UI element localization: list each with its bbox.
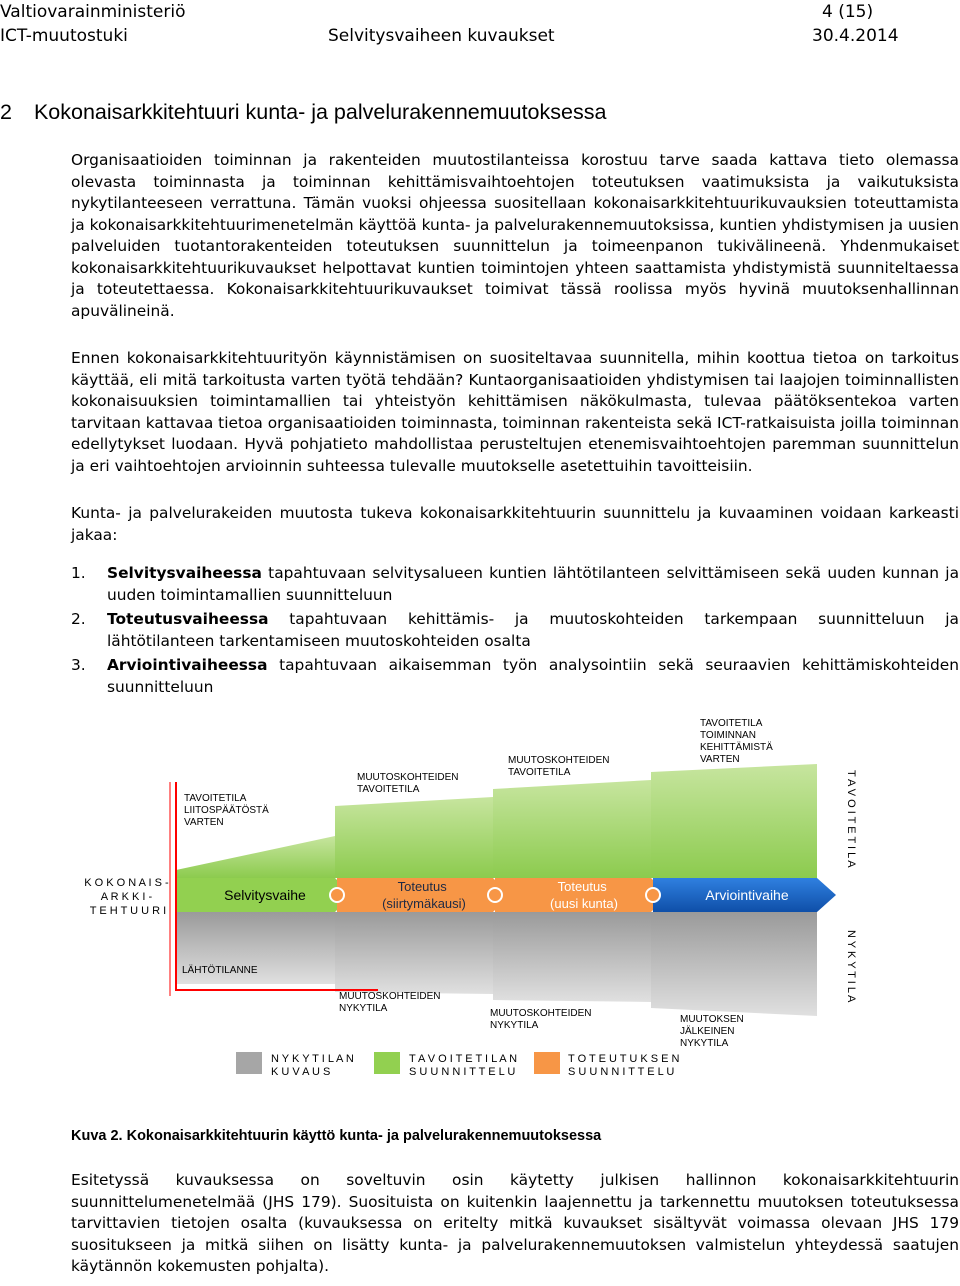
target-state-band — [176, 764, 817, 878]
top-label-line: VARTEN — [184, 817, 224, 828]
right-label-current: N Y K Y T I L A — [845, 930, 857, 1003]
list-item-number: 1. — [71, 564, 86, 582]
legend-line: T O T E U T U K S E N — [568, 1053, 680, 1065]
top-label-line: TOIMINNAN — [700, 730, 756, 741]
phase-list — [71, 562, 959, 700]
bottom-label-2 — [339, 991, 443, 1014]
phase-name-arviointi: Arviointivaihe — [705, 887, 789, 903]
top-label-line: TAVOITETILA — [700, 718, 762, 729]
bottom-label-line: MUUTOKSEN — [680, 1014, 744, 1025]
diagram-legend — [236, 1052, 683, 1078]
top-label-line: TAVOITETILA — [184, 793, 246, 804]
current-wedge — [335, 912, 493, 994]
top-label-line: TAVOITETILA — [357, 784, 420, 795]
list-item — [71, 608, 959, 652]
paragraph-1-start: Organisaatioiden toiminnan ja rakenteiden muutostilanteissa korostuu tarve saada kattava tieto olemassa olevasta toiminnasta ja toiminnan kehittämisvaihtoehtojen toteutuksen vaatimuksista ja vaikutuksista nykytilanteeseen verrattuna. — [71, 151, 959, 212]
current-wedge — [493, 912, 651, 1002]
list-item-bold: Arviointivaiheessa — [107, 656, 268, 674]
target-wedge — [493, 780, 651, 878]
phase-name-line: Toteutus — [397, 879, 447, 894]
left-label-line: A R K K I - — [100, 891, 153, 903]
bottom-label-line: MUUTOSKOHTEIDEN — [339, 991, 441, 1002]
transition-dot — [646, 888, 660, 902]
list-item — [71, 562, 959, 606]
legend-label-target — [409, 1053, 520, 1078]
target-wedge — [651, 764, 817, 878]
figure-caption: Kuva 2. Kokonaisarkkitehtuurin käyttö kunta- ja palvelurakennemuutoksessa — [71, 1128, 602, 1144]
section-heading — [0, 100, 606, 125]
transition-dot — [488, 888, 502, 902]
top-label-line: TAVOITETILA — [508, 767, 571, 778]
list-item-text: tapahtuvaan kehittämis- ja muutoskohteiden tarkempaan suunnitteluun ja lähtötilanteen tarkentamiseen muutoskohteiden osalta — [107, 610, 959, 650]
top-label-line: KEHITTÄMISTÄ — [700, 742, 773, 753]
top-label-3 — [508, 755, 612, 778]
bottom-label-line: MUUTOSKOHTEIDEN — [490, 1008, 592, 1019]
page-number: 4 (15) — [822, 2, 874, 22]
top-label-line: MUUTOSKOHTEIDEN — [508, 755, 610, 766]
legend-label-current — [271, 1053, 357, 1078]
top-label-line: MUUTOSKOHTEIDEN — [357, 772, 459, 783]
list-item-text: tapahtuvaan selvitysalueen kuntien lähtötilanteen selvittämiseen sekä uuden kunnan ja uuden toimintamallien suunnitteluun — [107, 564, 959, 604]
bottom-label-3 — [490, 1008, 594, 1031]
heading-number: 2 — [0, 100, 12, 124]
phase-name-line: Toteutus — [557, 879, 607, 894]
top-label-line: VARTEN — [700, 754, 740, 765]
bottom-label-line: JÄLKEINEN — [680, 1026, 735, 1037]
current-wedge — [651, 912, 817, 1016]
list-item-bold: Toteutusvaiheessa — [107, 610, 269, 628]
phase-name-selvitys: Selvitysvaihe — [224, 887, 306, 903]
legend-label-implementation — [568, 1053, 683, 1078]
legend-line: N Y K Y T I L A N — [271, 1053, 354, 1065]
bottom-label-line: NYKYTILA — [490, 1020, 539, 1031]
legend-swatch-target — [374, 1052, 400, 1074]
legend-line: K U V A U S — [271, 1066, 331, 1078]
bottom-label-line: NYKYTILA — [680, 1038, 729, 1049]
current-state-band — [176, 912, 817, 1016]
bottom-label-line: NYKYTILA — [339, 1003, 388, 1014]
org-name: Valtiovarainministeriö — [0, 2, 186, 22]
list-item-number: 2. — [71, 610, 86, 628]
legend-swatch-current — [236, 1052, 262, 1074]
paragraph-4: Esitetyssä kuvauksessa on soveltuvin osin käytetty julkisen hallinnon kokonaisarkkitehtuurin suunnittelumenetelmää (JHS 179). Suosituista on kuitenkin laajennettu ja tarkennettu muutoksen toteutuksessa tarvittavien tietojen osalta (kuvauksessa on eritelty mitkä kuvaukset sisältyvät voimassa olevaan JHS 179 suositukseen ja mitkä siihen on lisätty kunta- ja palvelurakennemuutoksen valmistelun yhteydessä saatujen käytännön kokemusten pohjalta). — [71, 1171, 959, 1275]
left-label — [84, 877, 171, 917]
top-label-4 — [700, 718, 776, 765]
list-item-bold: Selvitysvaiheessa — [107, 564, 262, 582]
doc-name: ICT-muutostuki — [0, 26, 128, 46]
architecture-diagram — [0, 700, 960, 1100]
left-label-line: T E H T U U R I — [89, 905, 167, 917]
list-item-text: tapahtuvaan aikaisemman työn analysointiin sekä seuraavien kehittämiskohteiden suunnitteluun — [107, 656, 959, 696]
transition-dot — [330, 888, 344, 902]
list-item-number: 3. — [71, 656, 86, 674]
top-label-2 — [357, 772, 461, 795]
heading-title: Kokonaisarkkitehtuuri kunta- ja palvelurakennemuutoksessa — [33, 100, 607, 124]
left-label-line: K O K O N A I S - — [84, 877, 169, 889]
section-name: Selvitysvaiheen kuvaukset — [328, 26, 555, 46]
paragraph-3: Kunta- ja palvelurakeiden muutosta tukeva kokonaisarkkitehtuurin suunnittelu ja kuvaaminen voidaan karkeasti jakaa: — [71, 504, 959, 544]
legend-line: S U U N N I T T E L U — [409, 1066, 516, 1078]
legend-swatch-implementation — [534, 1052, 560, 1074]
legend-line: T A V O I T E T I L A N — [409, 1053, 518, 1065]
top-label-line: LIITOSPÄÄTÖSTÄ — [184, 805, 269, 816]
paragraph-2: Ennen kokonaisarkkitehtuurityön käynnistämisen on suositeltavaa suunnitella, mihin koottua tietoa on tarkoitus käyttää, eli mitä tarkoitusta varten työtä tehdään? Kuntaorganisaatioiden yhdistymisen tai laajojen toiminnallisten kokonaisuuksien toimintamallien tai yhteistyön kehittämisen näkökulmasta, tulevaa päätöksentekoa varten tarvitaan kattavaa tietoa organisaatioiden toiminnasta, toiminnan rakenteista sekä ICT-ratkaisuista joilla toiminnan edellytykset luodaan. Hyvä pohjatieto mahdollistaa perusteltujen etenemisvaihtoehtojen paremman suunnittelun ja eri vaihtoehtojen arvioinnin suhteessa tulevalle muutokselle asetettuihin tavoitteisiin. — [71, 349, 959, 475]
phase-name-line: (uusi kunta) — [550, 896, 618, 911]
bottom-label-1: LÄHTÖTILANNE — [182, 965, 258, 976]
paragraph-1 — [71, 150, 959, 322]
target-wedge — [335, 797, 493, 878]
target-wedge — [176, 836, 335, 878]
list-item — [71, 654, 959, 698]
phase-name-line: (siirtymäkausi) — [382, 896, 466, 911]
paragraph-1-rest: Tämän vuoksi ohjeessa suositellaan kokonaisarkkitehtuurikuvauksien toteuttamista ja kokonaisarkkitehtuurimenetelmän käyttöä kunta- ja palvelurakennemuutoksissa, kuntien yhdistymisen ja uusien palveluiden tuotantorakenteiden toteutuksen suunnittelun ja toimeenpanon tukivälineenä. Yhdenmukaiset kokonaisarkkitehtuurikuvaukset helpottavat kuntien toimintojen yhteen saattamista yhdistymistä suunniteltaessa ja toteutettaessa. Kokonaisarkkitehtuurikuvaukset toimivat tässä roolissa myös hyvinä muutoksenhallinnan apuvälineinä. — [71, 194, 959, 320]
doc-date: 30.4.2014 — [812, 26, 899, 46]
top-label-1 — [184, 793, 272, 828]
right-label-target: T A V O I T E T I L A — [845, 770, 857, 868]
bottom-label-4 — [680, 1014, 747, 1049]
legend-line: S U U N N I T T E L U — [568, 1066, 675, 1078]
